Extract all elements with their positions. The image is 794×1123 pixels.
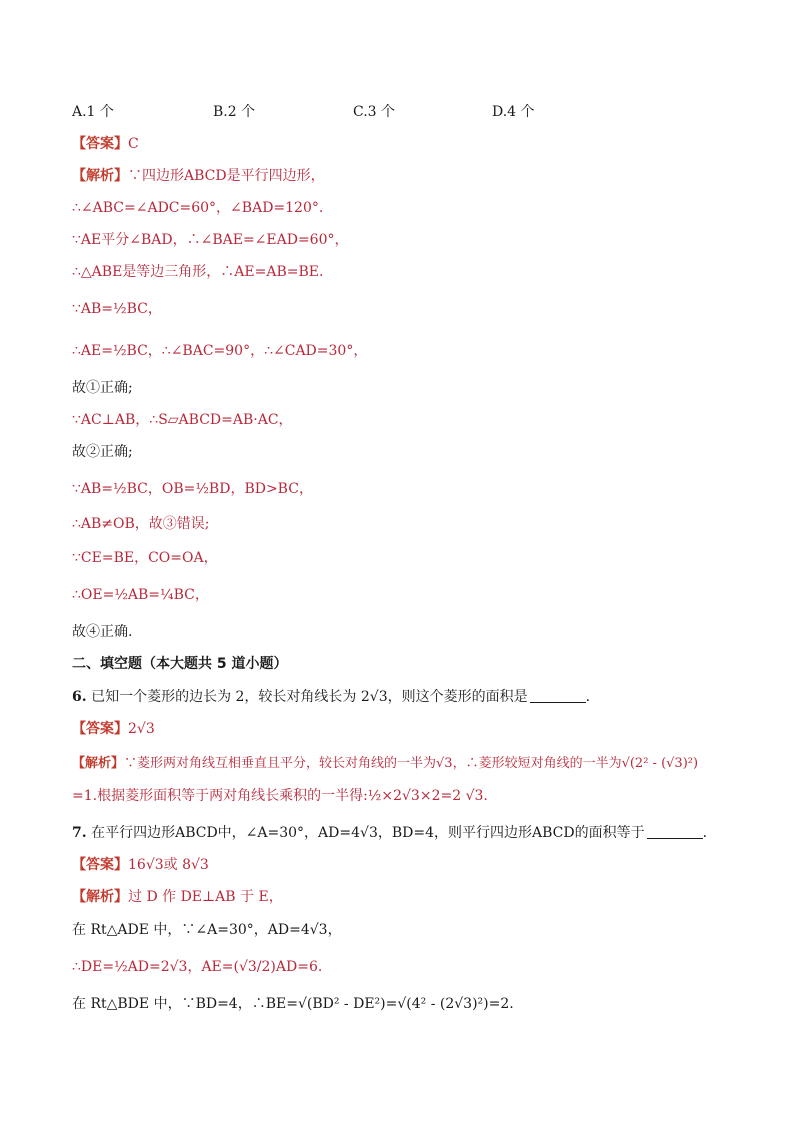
- q6-number: 6.: [72, 689, 87, 705]
- q7-number: 7.: [72, 825, 87, 841]
- q5-analysis-line: ∵四边形ABCD是平行四边形，: [128, 168, 325, 184]
- q5-analysis-line: 故②正确;: [72, 444, 133, 460]
- q7-analysis-row: [72, 887, 283, 907]
- q7-question-text: 在平行四边形ABCD中，∠A=30°，AD=4√3，BD=4，则平行四边形ABCD的面积等于: [91, 825, 645, 841]
- analysis-tag: 【解析】: [72, 889, 128, 905]
- q5-analysis-line: ∴AE=½BC，∴∠BAC=90°，∴∠CAD=30°，: [72, 343, 368, 359]
- q7-question: 7. 在平行四边形ABCD中，∠A=30°，AD=4√3，BD=4，则平行四边形ABCD的面积等于 .: [72, 825, 708, 841]
- q5-analysis-line: ∴△ABE是等边三角形，∴AE=AB=BE.: [72, 264, 324, 280]
- q5-analysis-line: ∵CE=BE，CO=OA，: [72, 550, 218, 566]
- q5-analysis-line: ∵AB=½BC，OB=½BD，BD>BC，: [72, 481, 313, 497]
- q5-analysis-row: [72, 166, 325, 186]
- q5-analysis-line: ∴AB≠OB，故③错误;: [72, 516, 210, 532]
- q6-answer: 2√3: [128, 721, 155, 737]
- q5-analysis-line: 故①正确;: [72, 380, 133, 396]
- option-a: A.1 个: [72, 104, 114, 120]
- q6-answer-row: [72, 719, 155, 739]
- q5-analysis-line: ∴OE=½AB=¼BC，: [72, 587, 209, 603]
- answer-tag: 【答案】: [72, 721, 128, 737]
- section-title: 二、填空题（本大题共 5 道小题）: [72, 656, 288, 672]
- q5-answer: C: [128, 136, 139, 152]
- q7-analysis-line: ∴DE=½AD=2√3，AE=(√3/2)AD=6.: [72, 959, 323, 975]
- option-b: B.2 个: [213, 104, 256, 120]
- analysis-tag: 【解析】: [72, 168, 128, 184]
- q5-answer-row: [72, 134, 139, 154]
- q6-question: 6. 已知一个菱形的边长为 2，较长对角线长为 2√3，则这个菱形的面积是 .: [72, 689, 591, 705]
- q7-analysis-line: 在 Rt△BDE 中，∵BD=4，∴BE=√(BD² - DE²)=√(4² - (2√3)²)=2.: [72, 996, 514, 1012]
- q6-analysis-line2: =1.根据菱形面积等于两对角线长乘积的一半得:½×2√3×2=2 √3.: [72, 788, 488, 804]
- answer-tag: 【答案】: [72, 136, 128, 152]
- q5-analysis-line: ∵AE平分∠BAD，∴∠BAE=∠EAD=60°，: [72, 232, 349, 248]
- q7-analysis-line: 在 Rt△ADE 中，∵∠A=30°，AD=4√3，: [72, 922, 342, 938]
- option-c: C.3 个: [353, 104, 396, 120]
- option-d: D.4 个: [492, 104, 535, 120]
- q7-answer-row: [72, 855, 209, 875]
- q5-analysis-line: ∵AB=½BC，: [72, 301, 162, 317]
- q6-analysis-line1: ∵菱形两对角线互相垂直且平分，较长对角线的一半为√3，∴菱形较短对角线的一半为√(2² - (√3)²): [124, 756, 699, 771]
- analysis-tag: 【解析】: [72, 756, 125, 771]
- answer-tag: 【答案】: [72, 857, 128, 873]
- q7-analysis-line: 过 D 作 DE⊥AB 于 E，: [128, 889, 283, 905]
- q5-analysis-line: ∴∠ABC=∠ADC=60°，∠BAD=120°.: [72, 200, 324, 216]
- q5-analysis-line: ∵AC⊥AB，∴S▱ABCD=AB·AC，: [72, 412, 293, 428]
- answer-blank: [530, 688, 586, 703]
- q5-analysis-line: 故④正确.: [72, 624, 133, 640]
- q6-question-text: 已知一个菱形的边长为 2，较长对角线长为 2√3，则这个菱形的面积是: [91, 689, 528, 705]
- q6-analysis-row: [72, 754, 698, 774]
- answer-blank: [647, 824, 703, 839]
- q7-answer: 16√3或 8√3: [128, 857, 209, 873]
